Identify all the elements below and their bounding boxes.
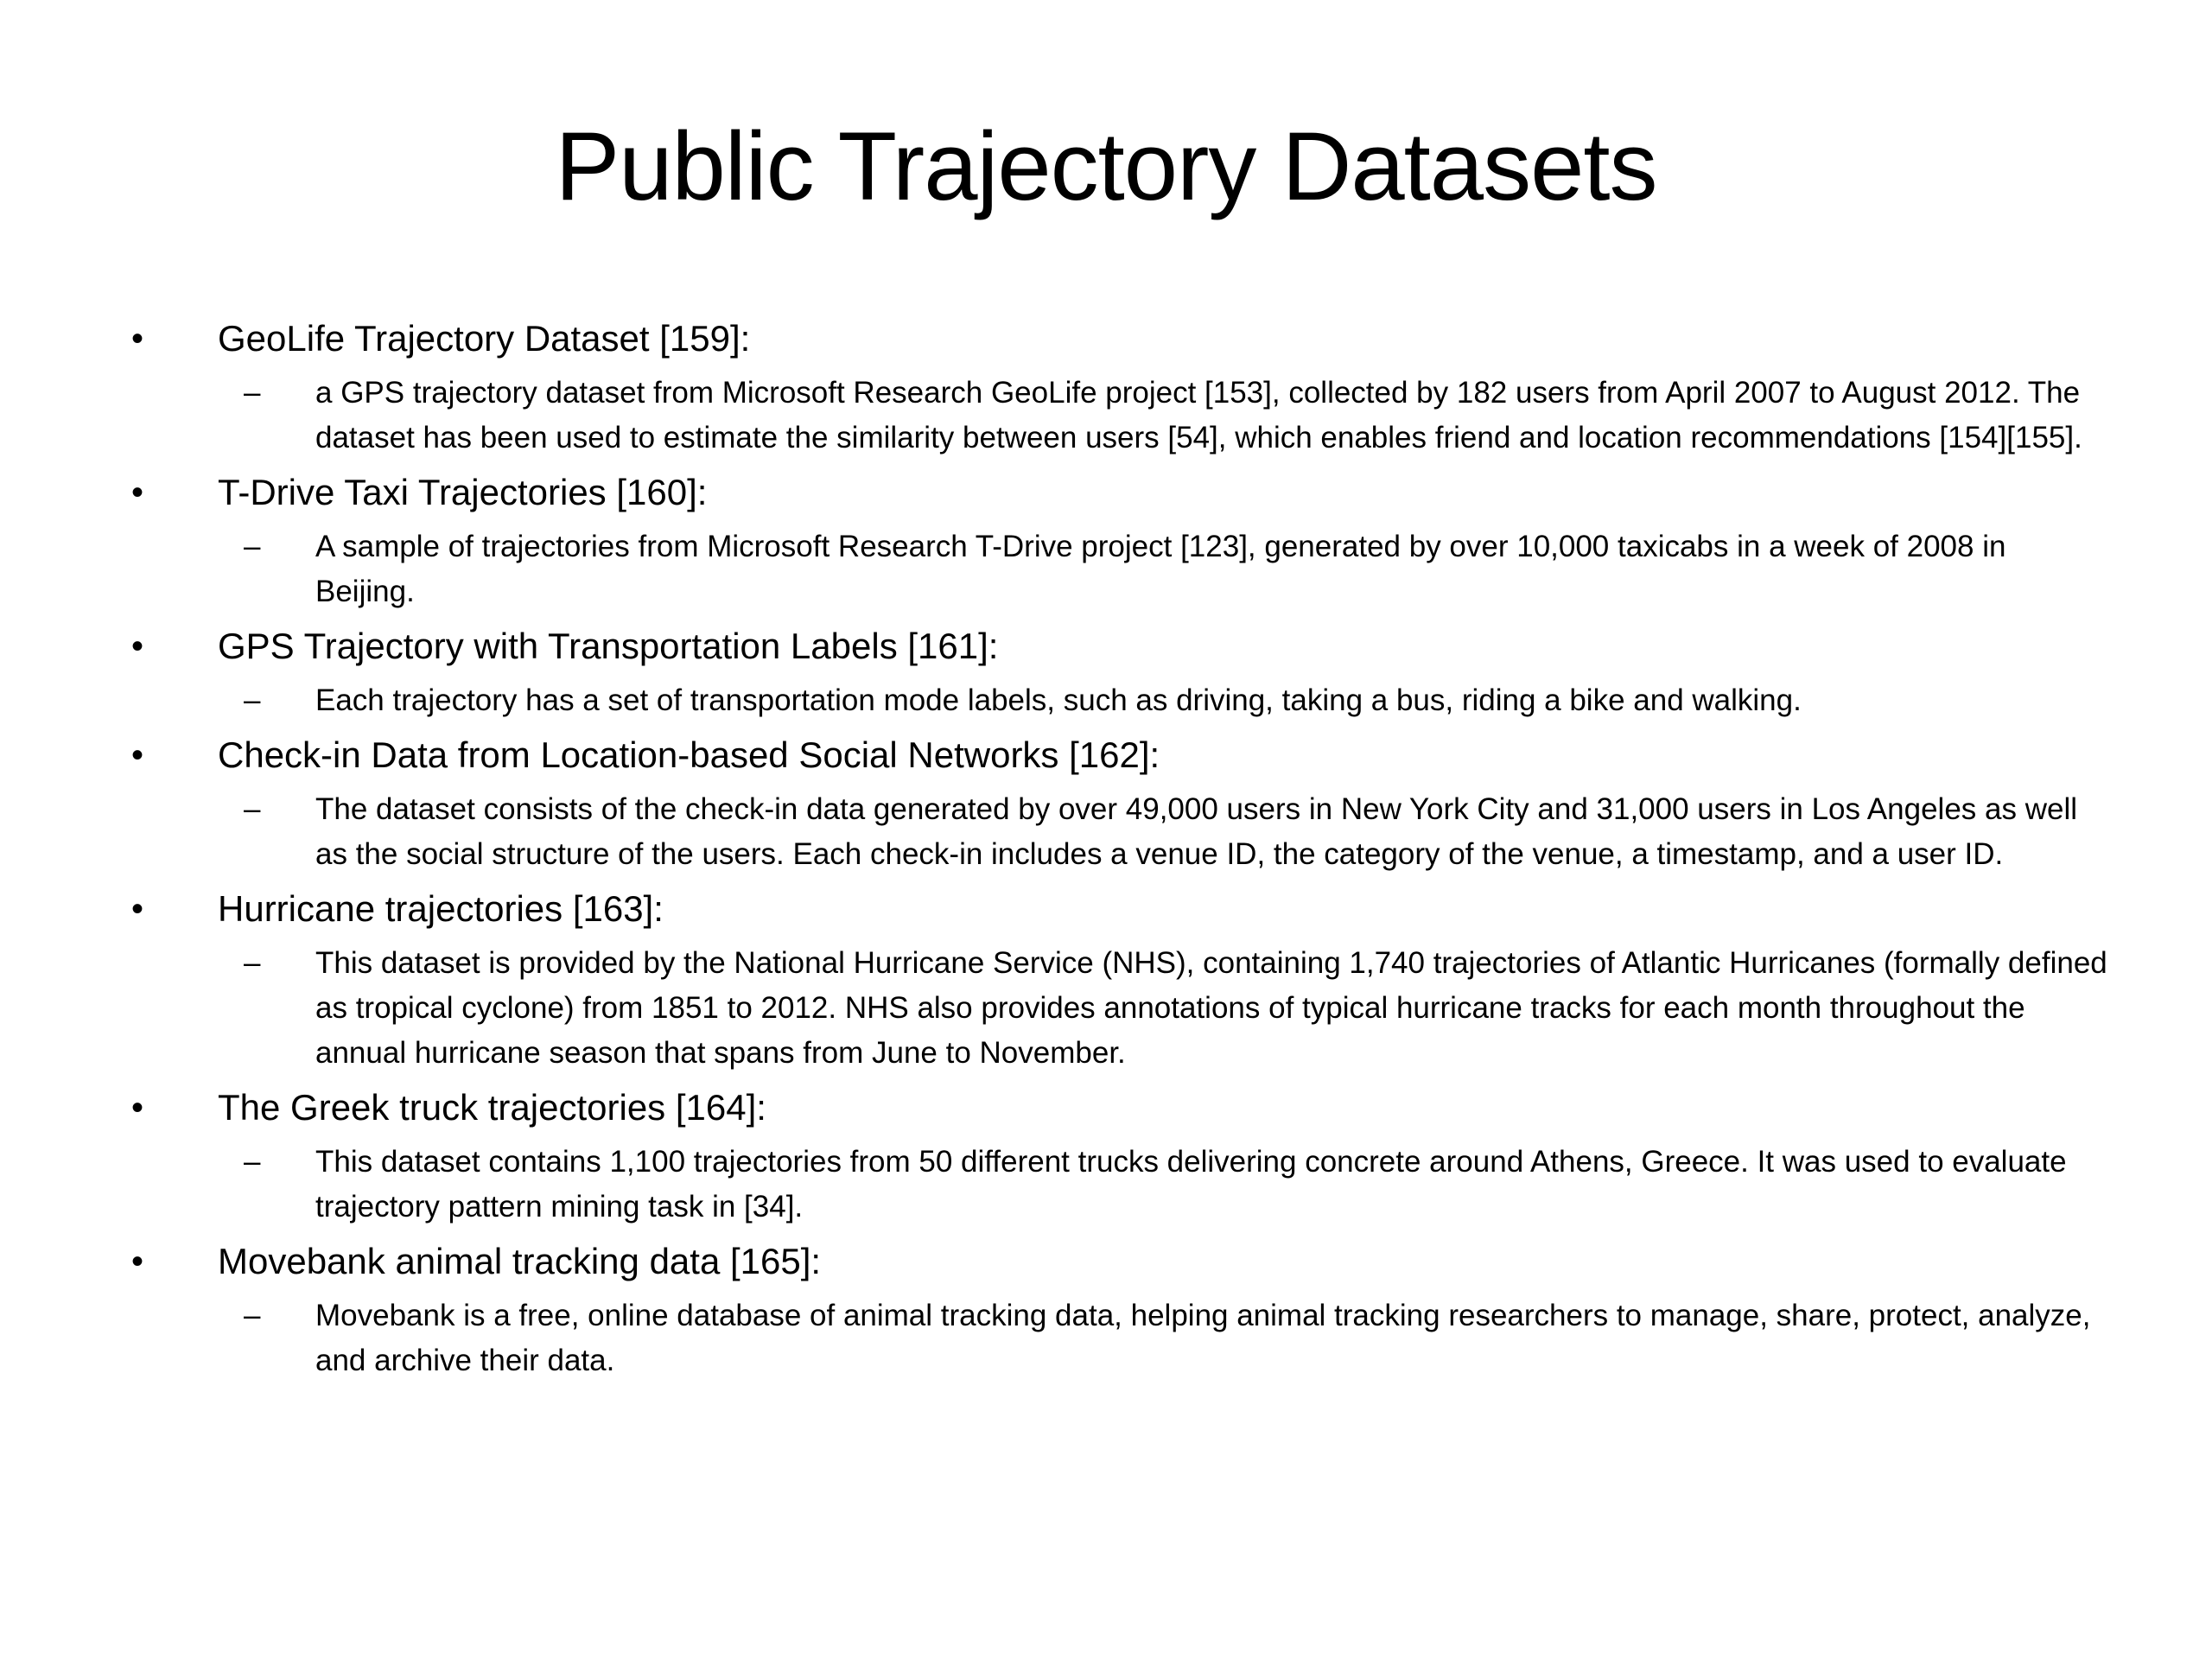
- dataset-detail-text: A sample of trajectories from Microsoft Research T-Drive project [123], generated by over 10,000 taxicabs in a week of 2008 in Beijing.: [315, 530, 2006, 608]
- dataset-detail-text: This dataset contains 1,100 trajectories from 50 different trucks delivering concrete around Athens, Greece. It was used to evaluate trajectory pattern mining task in [34].: [315, 1145, 2067, 1224]
- dataset-heading: [130, 1083, 2108, 1133]
- bullet-icon: •: [131, 1089, 144, 1127]
- list-item: [130, 884, 2108, 1076]
- bullet-icon: •: [131, 736, 144, 774]
- list-item: [130, 1236, 2108, 1383]
- dataset-list: [130, 307, 2108, 1383]
- dataset-detail-text: Movebank is a free, online database of animal tracking data, helping animal tracking researchers to manage, share, protect, analyze, and archive their data.: [315, 1299, 2091, 1377]
- dataset-heading: [130, 884, 2108, 934]
- list-item: [130, 467, 2108, 614]
- list-item: [130, 1083, 2108, 1230]
- dataset-detail: [130, 1294, 2108, 1383]
- dataset-heading: [130, 1236, 2108, 1287]
- bullet-icon: •: [131, 474, 144, 512]
- dataset-detail-text: a GPS trajectory dataset from Microsoft Research GeoLife project [153], collected by 182 users from April 2007 to August 2012. The dataset has been used to estimate the similarity between users [54], which enables friend and location recommendations [154][155].: [315, 376, 2082, 454]
- dataset-detail: [130, 371, 2108, 461]
- slide-title: Public Trajectory Datasets: [555, 112, 1657, 220]
- list-item: [130, 730, 2108, 877]
- dataset-heading-text: The Greek truck trajectories [164]:: [218, 1087, 766, 1128]
- dash-icon: –: [244, 946, 261, 980]
- dataset-heading: [130, 621, 2108, 671]
- dataset-heading: [130, 467, 2108, 518]
- bullet-icon: •: [131, 627, 144, 665]
- dash-icon: –: [244, 530, 261, 563]
- dataset-detail: [130, 787, 2108, 877]
- bullet-icon: •: [131, 320, 144, 358]
- dataset-heading-text: Check-in Data from Location-based Social Networks [162]:: [218, 734, 1160, 775]
- dataset-heading-text: GeoLife Trajectory Dataset [159]:: [218, 318, 751, 359]
- dataset-heading: [130, 314, 2108, 364]
- dash-icon: –: [244, 376, 261, 410]
- list-item: [130, 621, 2108, 723]
- bullet-icon: •: [131, 1243, 144, 1281]
- dash-icon: –: [244, 1299, 261, 1332]
- dataset-detail-text: This dataset is provided by the National Hurricane Service (NHS), containing 1,740 trajectories of Atlantic Hurricanes (formally defined as tropical cyclone) from 1851 to 2012. NHS also provides annotations of typical hurricane tracks for each month throughout the annual hurricane season that spans from June to November.: [315, 946, 2107, 1070]
- list-item: [130, 314, 2108, 461]
- dataset-detail: [130, 524, 2108, 614]
- dash-icon: –: [244, 683, 261, 717]
- dataset-detail: [130, 941, 2108, 1076]
- dataset-detail-text: Each trajectory has a set of transportation mode labels, such as driving, taking a bus, riding a bike and walking.: [315, 683, 1802, 717]
- bullet-icon: •: [131, 890, 144, 928]
- dataset-detail: [130, 678, 2108, 723]
- dataset-heading-text: T-Drive Taxi Trajectories [160]:: [218, 472, 708, 512]
- dash-icon: –: [244, 792, 261, 826]
- dataset-detail-text: The dataset consists of the check-in data generated by over 49,000 users in New York City and 31,000 users in Los Angeles as well as the social structure of the users. Each check-in includes a venue ID, the category of the venue, a timestamp, and a user ID.: [315, 792, 2077, 871]
- dataset-heading-text: Hurricane trajectories [163]:: [218, 888, 664, 929]
- dash-icon: –: [244, 1145, 261, 1179]
- dataset-heading-text: Movebank animal tracking data [165]:: [218, 1241, 822, 1281]
- dataset-heading-text: GPS Trajectory with Transportation Labels [161]:: [218, 626, 999, 666]
- dataset-heading: [130, 730, 2108, 780]
- dataset-detail: [130, 1140, 2108, 1230]
